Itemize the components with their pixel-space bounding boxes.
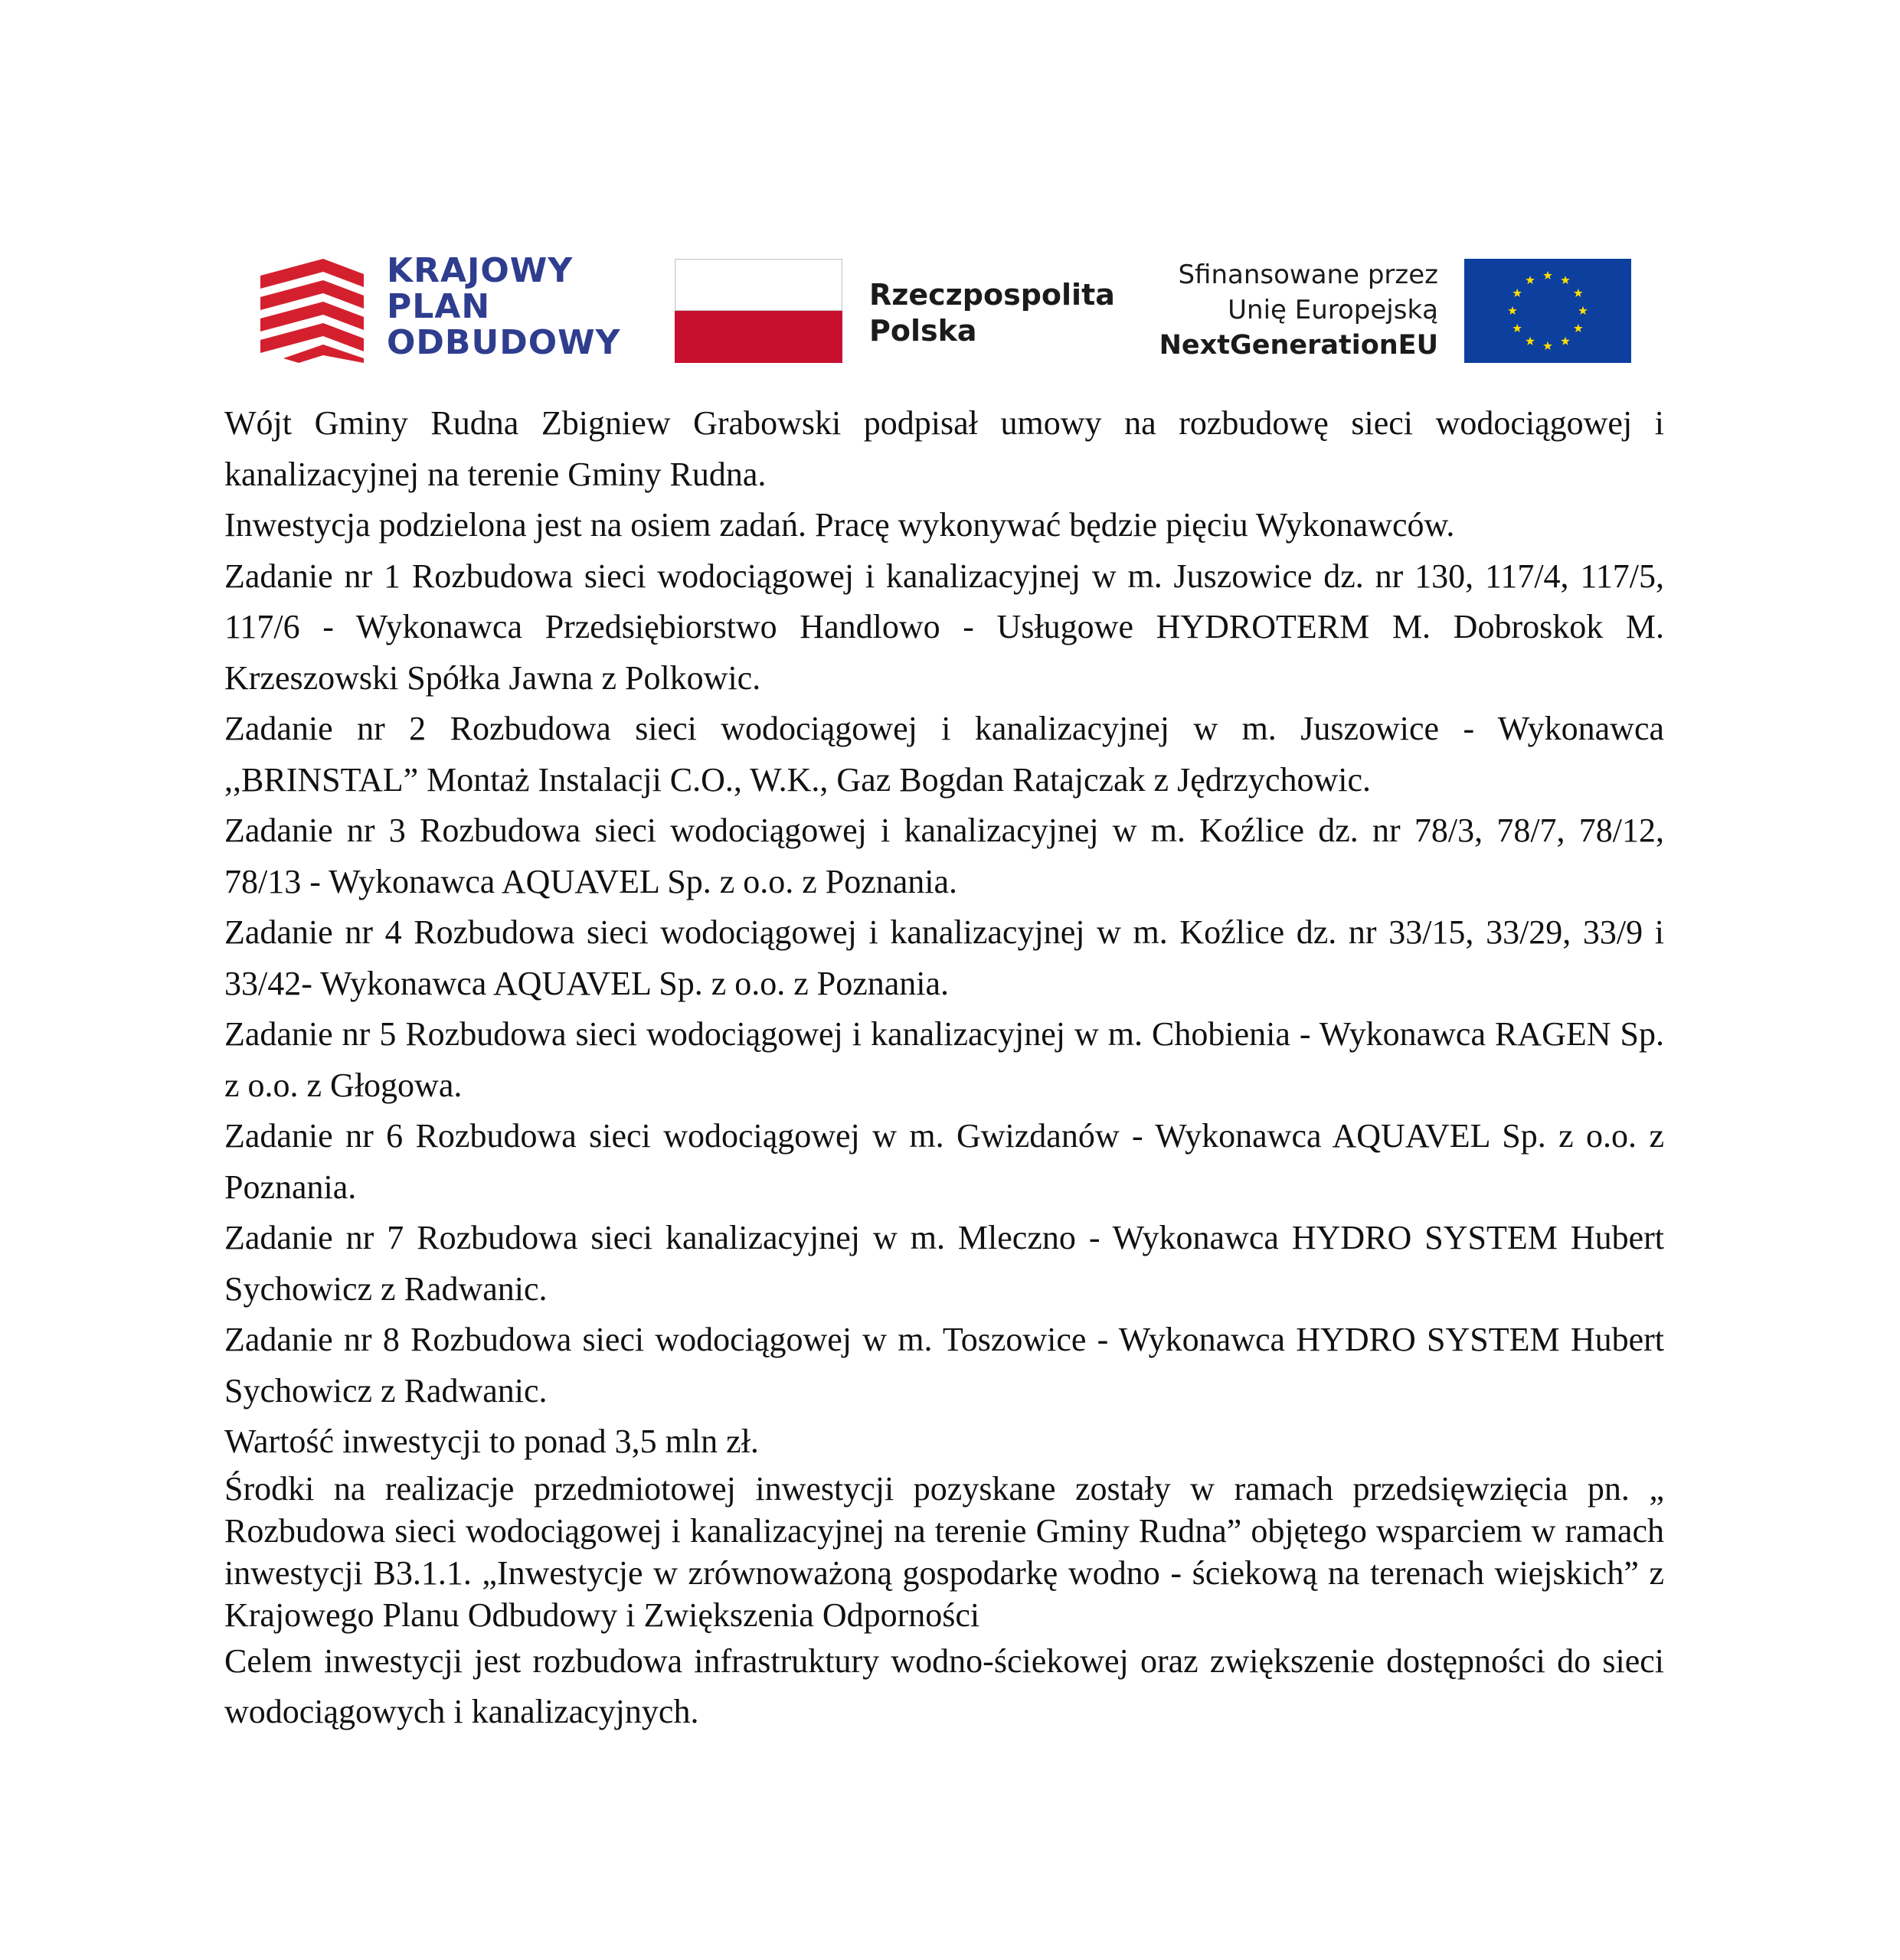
paragraph-tasks-summary: Inwestycja podzielona jest na osiem zadań. Pracę wykonywać będzie pięciu Wykonawców. [224, 506, 1455, 544]
paragraph-task-2: Zadanie nr 2 Rozbudowa sieci wodociągowej i kanalizacyjnej w m. Juszowice - Wykonawca ,,BRINSTAL” Montaż Instalacji C.O., W.K., Gaz Bogdan Ratajczak z Jędrzychowic. [224, 710, 1664, 799]
eu-funding-line: Sfinansowane przez [1178, 260, 1438, 290]
paragraph-intro: Wójt Gminy Rudna Zbigniew Grabowski podpisał umowy na rozbudowę sieci wodociągowej i kanalizacyjnej na terenie Gminy Rudna. [224, 404, 1664, 493]
paragraph-task-6: Zadanie nr 6 Rozbudowa sieci wodociągowej w m. Gwizdanów - Wykonawca AQUAVEL Sp. z o.o. z Poznania. [224, 1117, 1664, 1206]
paragraph-task-8: Zadanie nr 8 Rozbudowa sieci wodociągowej w m. Toszowice - Wykonawca HYDRO SYSTEM Hubert Sychowicz z Radwanic. [224, 1321, 1664, 1410]
paragraph-task-5: Zadanie nr 5 Rozbudowa sieci wodociągowej i kanalizacyjnej w m. Chobienia - Wykonawca RAGEN Sp. z o.o. z Głogowa. [224, 1015, 1664, 1104]
rp-logo-line: Polska [869, 314, 977, 348]
paragraph-task-7: Zadanie nr 7 Rozbudowa sieci kanalizacyjnej w m. Mleczno - Wykonawca HYDRO SYSTEM Hubert Sychowicz z Radwanic. [224, 1219, 1664, 1308]
paragraph-task-3: Zadanie nr 3 Rozbudowa sieci wodociągowej i kanalizacyjnej w m. Koźlice dz. nr 78/3, 78/7, 78/12, 78/13 - Wykonawca AQUAVEL Sp. z o.o. z Poznania. [224, 812, 1664, 900]
kpo-logo-line: KRAJOWY [387, 251, 574, 290]
rp-logo-text [869, 277, 1115, 349]
eu-funding-text [1137, 257, 1438, 363]
eu-funding-line: Unię Europejską [1228, 295, 1438, 325]
article-body [224, 398, 1664, 1738]
kpo-logo-icon [260, 259, 364, 363]
paragraph-funding-source: Środki na realizacje przedmiotowej inwestycji pozyskane zostały w ramach przedsięwzięcia pn. „ Rozbudowa sieci wodociągowej i kanalizacyjnej na terenie Gminy Rudna” objętego wsparciem w ramach inwestycji B3.1.1. „Inwestycje w zrównoważoną gospodarkę wodno - ściekową na terenach wiejskich” z Krajowego Planu Odbudowy i Zwiększenia Odporności [224, 1469, 1664, 1634]
eu-funding-line: NextGenerationEU [1159, 330, 1438, 361]
logo-bar [0, 0, 1900, 398]
rp-logo-line: Rzeczpospolita [869, 278, 1115, 312]
eu-flag-icon [1464, 259, 1631, 363]
paragraph-investment-goal: Celem inwestycji jest rozbudowa infrastruktury wodno-ściekowej oraz zwiększenie dostępności do sieci wodociągowych i kanalizacyjnych. [224, 1642, 1664, 1730]
paragraph-task-4: Zadanie nr 4 Rozbudowa sieci wodociągowej i kanalizacyjnej w m. Koźlice dz. nr 33/15, 33/29, 33/9 i 33/42- Wykonawca AQUAVEL Sp. z o.o. z Poznania. [224, 913, 1664, 1002]
kpo-logo-text [387, 253, 621, 361]
paragraph-task-1: Zadanie nr 1 Rozbudowa sieci wodociągowej i kanalizacyjnej w m. Juszowice dz. nr 130, 117/4, 117/5, 117/6 - Wykonawca Przedsiębiorstwo Handlowo - Usługowe HYDROTERM M. Dobroskok M. Krzeszowski Spółka Jawna z Polkowic. [224, 557, 1664, 697]
kpo-logo-line: ODBUDOWY [387, 323, 621, 362]
paragraph-investment-value: Wartość inwestycji to ponad 3,5 mln zł. [224, 1423, 759, 1460]
poland-flag-icon [675, 259, 842, 363]
kpo-logo-line: PLAN [387, 287, 491, 326]
